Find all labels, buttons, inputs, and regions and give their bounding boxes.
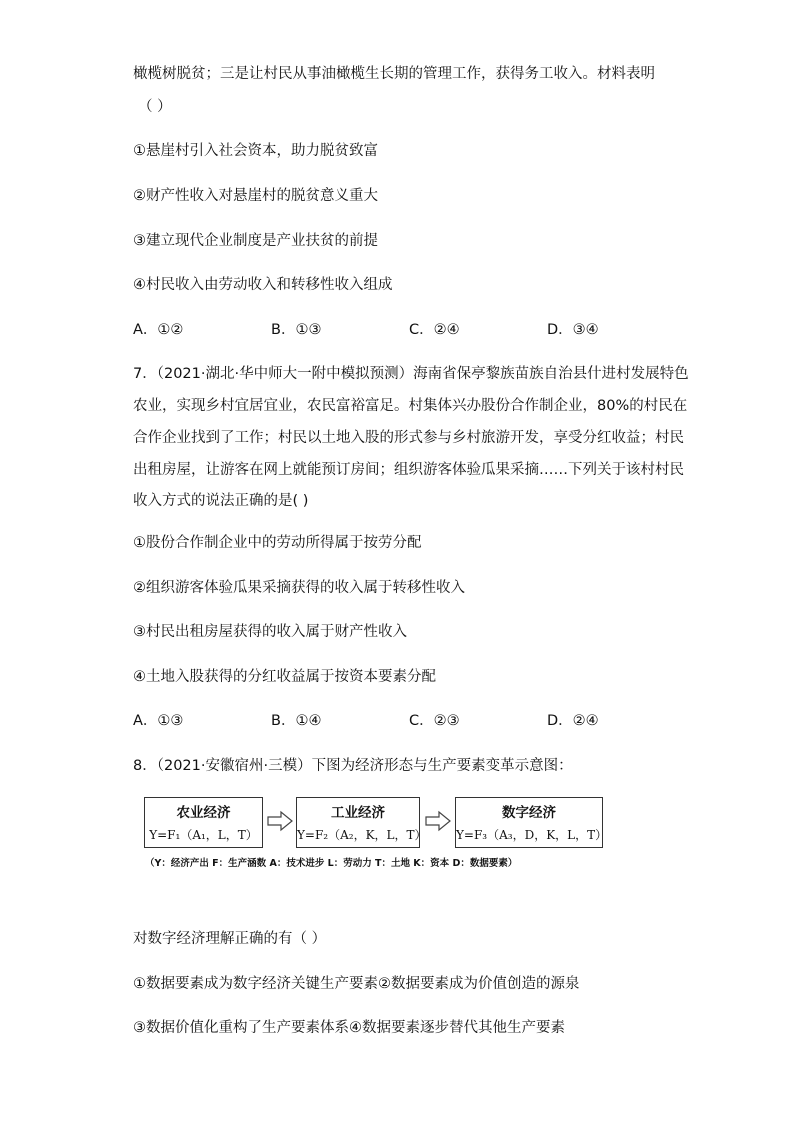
industrial-economy-box bbox=[296, 797, 427, 848]
right-arrow-icon bbox=[267, 810, 293, 832]
q7-item-3: ③村民出租房屋获得的收入属于财产性收入 bbox=[133, 624, 407, 640]
q8-question: 对数字经济理解正确的有（ ） bbox=[133, 931, 327, 947]
q6-option-d[interactable]: D．③④ bbox=[547, 322, 599, 338]
box-title: 农业经济 bbox=[176, 805, 231, 821]
q7-stem-line2: 农业，实现乡村宜居宜业，农民富裕富足。村集体兴办股份合作制企业，80%的村民在 bbox=[133, 398, 688, 414]
q7-item-1: ①股份合作制企业中的劳动所得属于按劳分配 bbox=[133, 535, 422, 551]
q7-item-2: ②组织游客体验瓜果采摘获得的收入属于转移性收入 bbox=[133, 580, 465, 596]
right-arrow-icon bbox=[425, 810, 451, 832]
diagram-legend: （Y：经济产出 F：生产涵数 A：技术进步 L：劳动力 T：土地 K：资本 D：数据要素） bbox=[145, 858, 518, 869]
box-formula: Y=F₂（A₂，K，L，T） bbox=[297, 828, 427, 842]
box-title: 数字经济 bbox=[502, 805, 556, 821]
box-formula: Y=F₃（A₃，D，K，L，T） bbox=[456, 828, 608, 842]
q7-item-4: ④土地入股获得的分红收益属于按资本要素分配 bbox=[133, 669, 436, 685]
box-title: 工业经济 bbox=[331, 805, 385, 821]
q7-option-d[interactable]: D．②④ bbox=[547, 713, 599, 729]
q6-option-a[interactable]: A．①② bbox=[133, 322, 184, 338]
q6-option-c[interactable]: C．②④ bbox=[409, 322, 460, 338]
q6-item-4: ④村民收入由劳动收入和转移性收入组成 bbox=[133, 277, 393, 293]
q7-option-a[interactable]: A．①③ bbox=[133, 713, 184, 729]
q6-item-1: ①悬崖村引入社会资本，助力脱贫致富 bbox=[133, 143, 378, 159]
q8-items-1-2: ①数据要素成为数字经济关键生产要素②数据要素成为价值创造的源泉 bbox=[133, 976, 580, 992]
q7-option-b[interactable]: B．①④ bbox=[271, 713, 322, 729]
agricultural-economy-box bbox=[144, 797, 263, 848]
q6-stem-line2: （ ） bbox=[138, 99, 172, 115]
q7-option-c[interactable]: C．②③ bbox=[409, 713, 460, 729]
q7-stem-line1: 7．（2021·湖北·华中师大一附中模拟预测）海南省保亭黎族苗族自治县什进村发展特色 bbox=[133, 366, 689, 382]
q7-stem-line5: 收入方式的说法正确的是( ) bbox=[133, 493, 309, 509]
q6-stem-line1: 橄榄树脱贫；三是让村民从事油橄榄生长期的管理工作，获得务工收入。材料表明 bbox=[133, 66, 655, 82]
box-formula: Y=F₁（A₁，L，T） bbox=[149, 828, 258, 842]
q6-option-b[interactable]: B．①③ bbox=[271, 322, 322, 338]
digital-economy-box bbox=[455, 797, 608, 848]
q7-stem-line3: 合作企业找到了工作；村民以土地入股的形式参与乡村旅游开发，享受分红收益；村民 bbox=[133, 430, 684, 446]
q8-stem-line1: 8．（2021·安徽宿州·三模）下图为经济形态与生产要素变革示意图： bbox=[133, 758, 573, 774]
q8-items-3-4: ③数据价值化重构了生产要素体系④数据要素逐步替代其他生产要素 bbox=[133, 1020, 565, 1036]
q6-item-2: ②财产性收入对悬崖村的脱贫意义重大 bbox=[133, 188, 378, 204]
q6-item-3: ③建立现代企业制度是产业扶贫的前提 bbox=[133, 233, 378, 249]
q7-stem-line4: 出租房屋，让游客在网上就能预订房间；组织游客体验瓜果采摘……下列关于该村村民 bbox=[133, 462, 684, 478]
